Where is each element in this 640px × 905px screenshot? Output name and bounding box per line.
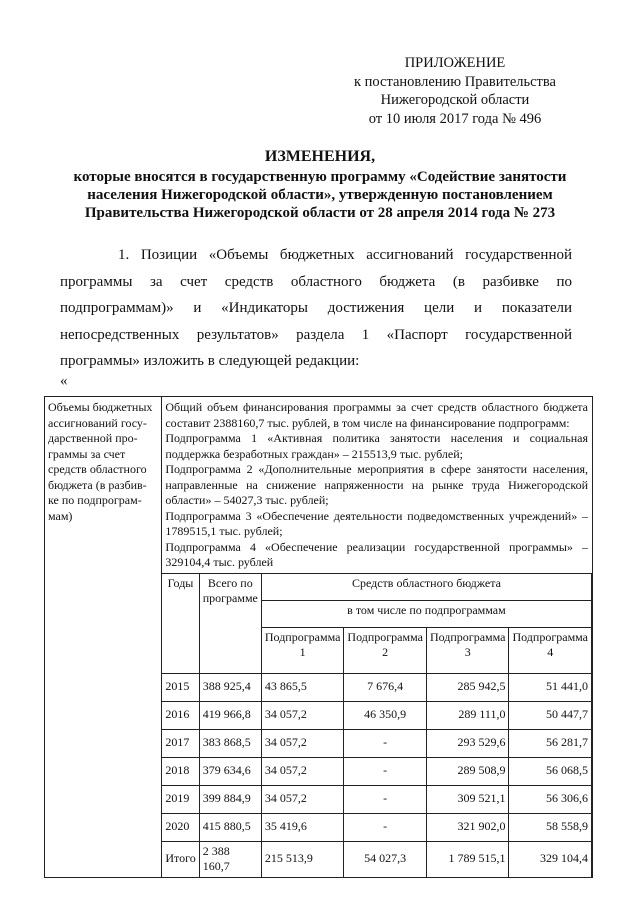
table-row <box>162 701 592 729</box>
cell-year: Итого <box>162 841 199 877</box>
table-row <box>162 757 592 785</box>
cell-subprogram-1: 35 419,6 <box>261 813 344 841</box>
cell-total: 379 634,6 <box>199 757 261 785</box>
label-line: средств областного <box>48 462 147 476</box>
cell-total: 383 868,5 <box>199 729 261 757</box>
subprogram-3-text: Подпрограмма 3 «Обеспечение деятельности подведомственных учреждений» – 1789515,1 тыс. рублей; <box>165 508 588 538</box>
cell-subprogram-3: 285 942,5 <box>426 673 509 701</box>
cell-subprogram-4: 56 068,5 <box>509 757 592 785</box>
financing-table <box>161 573 592 878</box>
header-subprogram-3: Подпрограмма 3 <box>426 627 509 673</box>
cell-subprogram-3: 293 529,6 <box>426 729 509 757</box>
table-row <box>162 841 592 877</box>
passport-table <box>44 396 593 878</box>
document-title <box>40 148 600 222</box>
cell-subprogram-4: 329 104,4 <box>509 841 592 877</box>
financing-description <box>162 397 592 573</box>
appendix-label: ПРИЛОЖЕНИЕ <box>404 55 506 71</box>
paragraph-line: непосредственных результатов» раздела 1 «Паспорт государственной <box>60 326 572 343</box>
cell-subprogram-2: 7 676,4 <box>344 673 427 701</box>
cell-subprogram-2: 46 350,9 <box>344 701 427 729</box>
cell-subprogram-3: 1 789 515,1 <box>426 841 509 877</box>
cell-subprogram-2: - <box>344 729 427 757</box>
paragraph-line: подпрограммам)» и «Индикаторы достижения цели и показатели <box>60 300 572 316</box>
title-line: населения Нижегородской области», утвержденную постановлением <box>87 187 553 203</box>
label-line: ке по подпрограм- <box>48 493 142 507</box>
label-line: мам) <box>48 508 73 523</box>
label-line: граммы за счет <box>48 446 126 461</box>
subprogram-4-text: Подпрограмма 4 «Обеспечение реализации государственной программы» – 329104,4 тыс. рублей <box>165 539 588 569</box>
cell-subprogram-1: 34 057,2 <box>261 757 344 785</box>
cell-subprogram-1: 34 057,2 <box>261 785 344 813</box>
label-line: Объемы бюджетных <box>48 400 153 414</box>
cell-subprogram-1: 215 513,9 <box>261 841 344 877</box>
cell-subprogram-4: 56 306,6 <box>509 785 592 813</box>
cell-total: 2 388 160,7 <box>199 841 261 877</box>
cell-subprogram-4: 56 281,7 <box>509 729 592 757</box>
cell-year: 2019 <box>162 785 199 813</box>
cell-subprogram-4: 58 558,9 <box>509 813 592 841</box>
cell-subprogram-2: 54 027,3 <box>344 841 427 877</box>
appendix-date: от 10 июля 2017 года № 496 <box>368 110 542 127</box>
label-line: бюджета (в разбив- <box>48 477 147 492</box>
financing-total: Общий объем финансирования программы за счет средств областного бюджета составит 2388160,7 тыс. рублей, в том числе на финансирование подпрограмм: <box>165 400 588 430</box>
table-row <box>162 673 592 701</box>
cell-subprogram-2: - <box>344 757 427 785</box>
cell-subprogram-1: 34 057,2 <box>261 729 344 757</box>
cell-subprogram-4: 51 441,0 <box>509 673 592 701</box>
appendix-header <box>330 54 580 128</box>
subprogram-1-text: Подпрограмма 1 «Активная политика занятости населения и социальная поддержка безработных граждан» – 215513,9 тыс. рублей; <box>165 431 588 461</box>
cell-subprogram-3: 309 521,1 <box>426 785 509 813</box>
cell-year: 2018 <box>162 757 199 785</box>
cell-year: 2020 <box>162 813 199 841</box>
paragraph-line: программы» изложить в следующей редакции: <box>60 353 360 369</box>
appendix-line: Нижегородской области <box>380 92 530 108</box>
opening-quote: « <box>60 373 68 389</box>
title-main: ИЗМЕНЕНИЯ, <box>264 148 376 165</box>
table-row <box>162 729 592 757</box>
header-total: Всего по программе <box>199 573 261 673</box>
table-row <box>162 785 592 813</box>
cell-total: 399 884,9 <box>199 785 261 813</box>
appendix-line: к постановлению Правительства <box>354 73 556 90</box>
cell-subprogram-1: 43 865,5 <box>261 673 344 701</box>
header-years: Годы <box>162 573 199 673</box>
header-subprogram-4: Подпрограмма 4 <box>509 627 592 673</box>
cell-subprogram-3: 321 902,0 <box>426 813 509 841</box>
cell-subprogram-4: 50 447,7 <box>509 701 592 729</box>
title-line: Правительства Нижегородской области от 28 апреля 2014 года № 273 <box>84 205 556 221</box>
position-content-cell <box>162 397 593 878</box>
header-subprogram-2: Подпрограмма 2 <box>344 627 427 673</box>
cell-subprogram-1: 34 057,2 <box>261 701 344 729</box>
cell-total: 419 966,8 <box>199 701 261 729</box>
body-paragraph <box>60 242 572 375</box>
subprogram-2-text: Подпрограмма 2 «Дополнительные мероприятия в сфере занятости населения, направленные на снижение напряженности на рынке труда Нижегородской области» – 54027,3 тыс. рублей; <box>165 462 588 507</box>
header-budget: Средств областного бюджета <box>261 573 591 600</box>
paragraph-line: 1. Позиции «Объемы бюджетных ассигнований государственной <box>118 247 572 263</box>
cell-year: 2017 <box>162 729 199 757</box>
cell-subprogram-3: 289 111,0 <box>426 701 509 729</box>
cell-year: 2016 <box>162 701 199 729</box>
cell-total: 388 925,4 <box>199 673 261 701</box>
label-line: ассигнований госу- <box>48 415 147 430</box>
header-subprogram-1: Подпрограмма 1 <box>261 627 344 673</box>
position-label-cell <box>45 397 162 878</box>
cell-subprogram-3: 289 508,9 <box>426 757 509 785</box>
table-row <box>162 813 592 841</box>
label-line: дарственной про- <box>48 431 138 445</box>
cell-year: 2015 <box>162 673 199 701</box>
cell-subprogram-2: - <box>344 813 427 841</box>
cell-total: 415 880,5 <box>199 813 261 841</box>
title-line: которые вносятся в государственную программу «Содействие занятости <box>73 169 567 185</box>
cell-subprogram-2: - <box>344 785 427 813</box>
paragraph-line: программы за счет средств областного бюджета (в разбивке по <box>60 273 572 290</box>
header-including: в том числе по подпрограммам <box>261 600 591 627</box>
